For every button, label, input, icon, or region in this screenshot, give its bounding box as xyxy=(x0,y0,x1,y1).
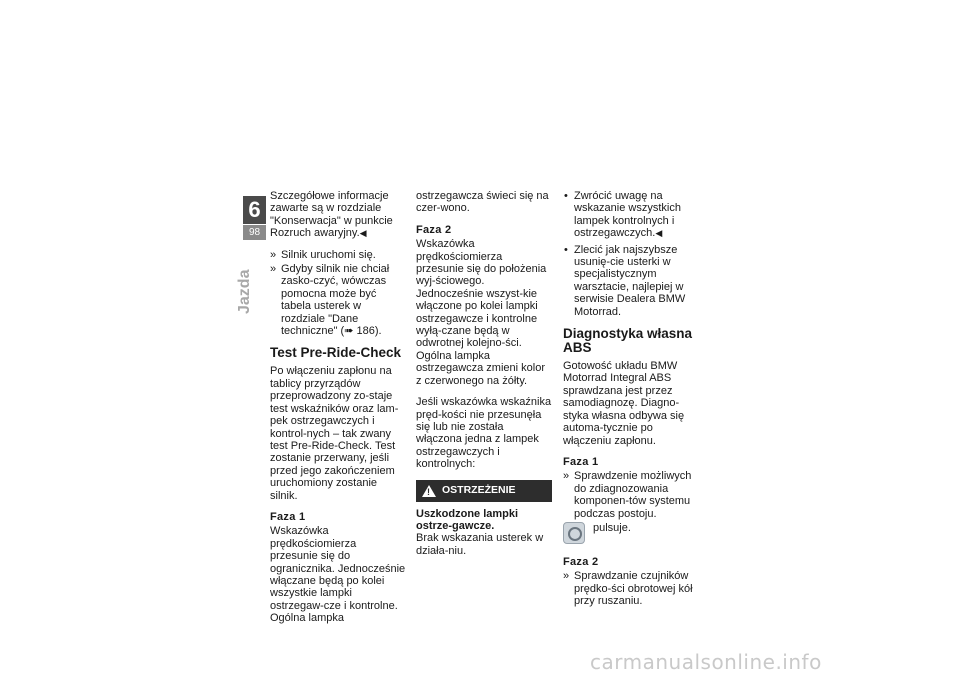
intro-paragraph: Szczegółowe informacje zawarte są w rozdziale "Konserwacja" w punkcie Rozruch awaryjny.◀ xyxy=(270,190,393,240)
paragraph: Wskazówka prędkościomierza przesunie się do ogranicznika. Jednocześnie włączane będą po kolei wszystkie lampki ostrzegaw-cze i kontrolne. Ogólna lampka xyxy=(270,525,406,625)
end-mark-icon: ◀ xyxy=(655,228,663,239)
section-heading: Diagnostyka własna ABS xyxy=(563,326,693,356)
abs-warning-light-icon xyxy=(563,522,585,544)
step-item: » Sprawdzanie czujników prędko-ści obrotowej kół przy ruszaniu. xyxy=(563,570,699,607)
warning-label: OSTRZEŻENIE xyxy=(442,484,516,497)
warning-title: Uszkodzone lampki ostrze-gawcze. xyxy=(416,507,519,532)
step-item: » Silnik uruchomi się. xyxy=(270,249,406,261)
paragraph: Gotowość układu BMW Motorrad Integral ABS sprawdzana jest przez samodiagnozę. Diagno-styka własna odbywa się automa-tycznie po włączeniu zapłonu. xyxy=(563,360,685,447)
subheading: Faza 2 xyxy=(416,223,452,236)
column-1 xyxy=(270,190,406,634)
chapter-number: 6 xyxy=(243,196,266,224)
column-3 xyxy=(563,190,699,610)
paragraph: Po włączeniu zapłonu na tablicy przyrządów przeprowadzony zo-staje test wskaźników oraz lam-pek ostrzegawczych i kontrol-nych – tak zwany test Pre-Ride-Check. Test zostanie przerwany, jeśli przed jego zakończeniem uruchomiony zostanie silnik. xyxy=(270,365,399,502)
abs-indicator-row xyxy=(563,522,699,548)
bullet-item: • Zwrócić uwagę na wskazanie wszystkich lampek kontrolnych i ostrzegawczych.◀ xyxy=(563,190,699,240)
subheading: Faza 2 xyxy=(563,555,599,568)
paragraph: Jeśli wskazówka wskaźnika pręd-kości nie przesunęła się lub nie została włączona jedna z lampek ostrzegawczych i kontrolnych: xyxy=(416,396,552,471)
paragraph: ostrzegawcza świeci się na czer-wono. xyxy=(416,190,549,215)
abs-indicator-text: pulsuje. xyxy=(593,521,631,534)
end-mark-icon: ◀ xyxy=(359,228,367,239)
warning-banner xyxy=(416,480,552,502)
warning-text: Brak wskazania usterek w działa-niu. xyxy=(416,532,544,557)
column-2 xyxy=(416,190,552,566)
subheading: Faza 1 xyxy=(270,510,306,523)
paragraph: Wskazówka prędkościomierza przesunie się do położenia wyj-ściowego. Jednocześnie wszyst-kie włączone po kolei lampki ostrzegawcze i kontrolne wyłą-czane będą w odwrotnej kolejno-ści. Ogólna lampka ostrzegawcza zmieni kolor z czerwonego na żółty. xyxy=(416,238,547,387)
step-item: » Sprawdzenie możliwych do zdiagnozowania komponen-tów systemu podczas postoju. xyxy=(563,470,699,520)
section-heading: Test Pre-Ride-Check xyxy=(270,345,402,361)
bullet-item: • Zlecić jak najszybsze usunię-cie usterki w specjalistycznym warsztacie, najlepiej w serwisie Dealera BMW Motorrad. xyxy=(563,244,699,318)
watermark: carmanualsonline.info xyxy=(590,650,822,674)
step-item: » Gdyby silnik nie chciał zasko-czyć, wówczas pomocna może być tabela usterek w rozdziale "Dane techniczne" (➠ 186). xyxy=(270,263,406,337)
page-number: 98 xyxy=(243,225,266,240)
warning-triangle-icon xyxy=(422,485,436,497)
subheading: Faza 1 xyxy=(563,455,599,468)
section-label: Jazda xyxy=(236,270,253,315)
